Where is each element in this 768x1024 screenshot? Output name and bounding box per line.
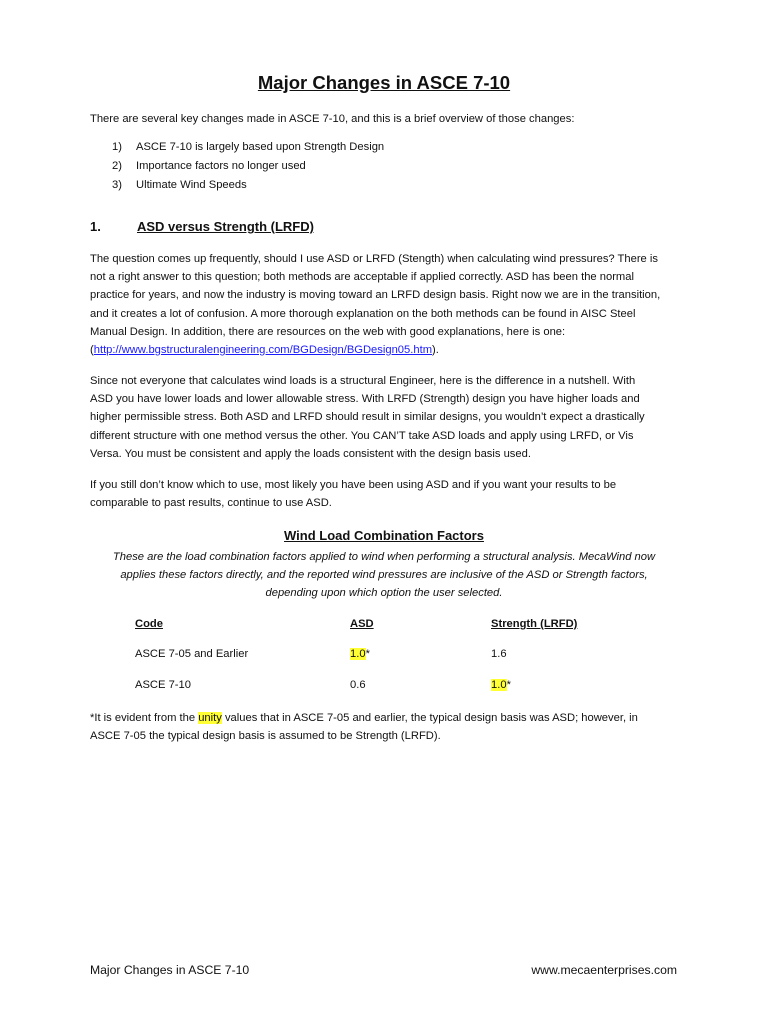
table-header-lrfd: Strength (LRFD): [491, 618, 578, 630]
paragraph-line: [90, 341, 690, 359]
table-cell-code: ASCE 7-05 and Earlier: [135, 648, 249, 660]
highlighted-value: 1.0: [491, 679, 507, 691]
asterisk: *: [365, 648, 370, 660]
highlighted-value: 1.0: [350, 648, 366, 660]
cell-value: 0.6: [350, 679, 366, 691]
footnote-line: [90, 709, 690, 727]
table-cell-lrfd: [491, 648, 507, 660]
paragraph-line: and it creates a lot of confusion. A more thorough explanation on the both methods can be found in AISC Steel: [90, 307, 636, 320]
footnote-pre: *It is evident from the: [90, 712, 199, 724]
footnote-post: values that in ASCE 7-05 and earlier, the typical design basis was ASD; however, in: [221, 712, 638, 724]
reference-link[interactable]: http://www.bgstructuralengineering.com/BGDesign/BGDesign05.htm: [93, 344, 433, 357]
table-header-asd: ASD: [350, 618, 374, 630]
section-title: ASD versus Strength (LRFD): [137, 219, 314, 234]
paragraph-line: Versa. You must be consistent and apply the loads consistent with the design basis used.: [90, 447, 531, 460]
paragraph-line: The question comes up frequently, should I use ASD or LRFD (Stength) when calculating wind pressures? There is: [90, 253, 658, 265]
paragraph-line: Since not everyone that calculates wind loads is a structural Engineer, here is the difference in a nutshell. With: [90, 375, 636, 387]
table-header-code: Code: [135, 618, 163, 630]
paragraph-which-to-use: [90, 476, 690, 512]
paragraph-line: ASD you have lower loads and lower allowable stress. With LRFD (Strength) design you have higher loads and: [90, 393, 640, 406]
footer-website: www.mecaenterprises.com: [531, 963, 677, 977]
table-cell-lrfd: [491, 679, 511, 691]
asterisk: *: [506, 679, 511, 691]
paragraph-difference: [90, 372, 690, 463]
list-text: ASCE 7-10 is largely based upon Strength Design: [136, 141, 385, 153]
table-cell-asd: [350, 679, 366, 691]
paragraph-line: practice for years, and now the industry is moving toward an LRFD design basis. Right now we are in the transition,: [90, 289, 661, 302]
paragraph-line: higher permissible stress. Both ASD and LRFD should result in similar designs, you wouldn’t expect a drastically: [90, 411, 645, 424]
list-text: Importance factors no longer used: [136, 160, 306, 172]
paragraph-line: different structure with one method versus the other. You CAN’T take ASD loads and apply using LRFD, or Vis: [90, 429, 634, 442]
list-number: 3): [112, 179, 122, 191]
page-title: Major Changes in ASCE 7-10: [257, 72, 511, 93]
intro-text: There are several key changes made in ASCE 7-10, and this is a brief overview of those changes:: [90, 113, 575, 125]
table-cell-asd: [350, 648, 370, 660]
description-line: applies these factors directly, and the reported wind pressures are inclusive of the ASD or Strength factors,: [120, 569, 648, 582]
cell-value: 1.6: [491, 648, 507, 660]
description-line: These are the load combination factors applied to wind when performing a structural analysis. MecaWind now: [112, 551, 656, 563]
paragraph-line: not a right answer to this question; both methods are acceptable if applied correctly. ASD has been the normal: [90, 271, 634, 284]
section-number: 1.: [90, 219, 101, 234]
paragraph-line: comparable to past results, continue to use ASD.: [90, 497, 332, 510]
list-item: [112, 160, 306, 172]
list-text: Ultimate Wind Speeds: [136, 179, 247, 191]
paragraph-asd-lrfd: [90, 250, 690, 359]
list-item: [112, 179, 247, 191]
footer-title: Major Changes in ASCE 7-10: [90, 963, 250, 977]
link-close-paren: ).: [432, 344, 439, 357]
highlighted-word: unity: [198, 712, 222, 724]
paragraph-line: Manual Design. In addition, there are resources on the web with good explanations, here is one:: [90, 325, 566, 338]
list-number: 1): [112, 141, 122, 153]
wind-load-heading: Wind Load Combination Factors: [284, 528, 484, 543]
table-cell-code: ASCE 7-10: [135, 679, 191, 691]
footnote: [90, 709, 690, 745]
paragraph-line: If you still don’t know which to use, most likely you have been using ASD and if you want your results to be: [90, 479, 617, 491]
list-number: 2): [112, 160, 122, 172]
wind-load-description: [84, 548, 684, 603]
list-item: [112, 141, 384, 153]
footnote-line: ASCE 7-05 the typical design basis is assumed to be Strength (LRFD).: [90, 730, 441, 743]
link-open-paren: (: [90, 344, 94, 357]
description-line: depending upon which option the user selected.: [265, 587, 503, 600]
